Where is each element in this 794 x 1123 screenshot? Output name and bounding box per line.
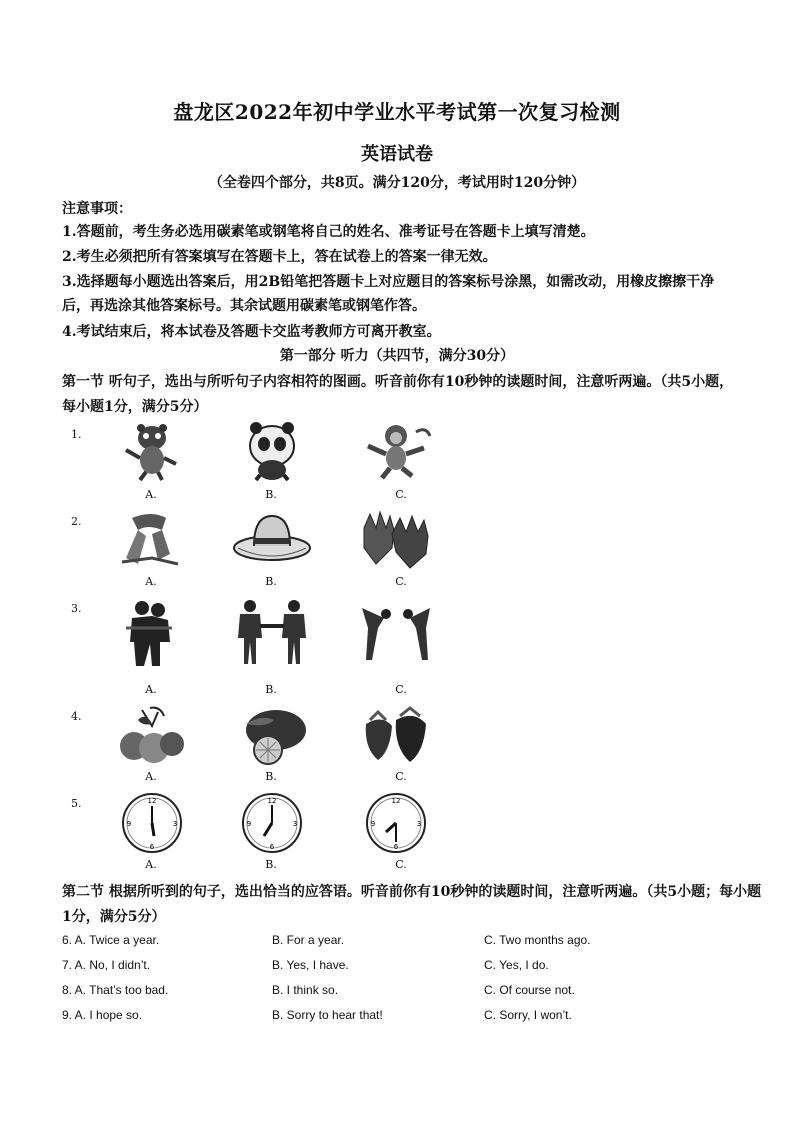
answer-option-c: C. Sorry, I won’t.	[484, 1008, 572, 1022]
option-label: A.	[145, 683, 157, 696]
option-label: B.	[265, 488, 277, 501]
handshake-icon	[232, 598, 312, 668]
option-label: B.	[265, 575, 277, 588]
tiger-mascot-icon	[112, 420, 192, 482]
note-item-2: 2.考生必须把所有答案填写在答题卡上，答在试卷上的答案一律无效。	[62, 249, 497, 265]
gloves-icon	[356, 508, 436, 570]
bow-icon	[356, 598, 436, 668]
answer-option-a: 9. A. I hope so.	[62, 1008, 143, 1022]
answer-option-b: B. I think so.	[272, 983, 339, 997]
notes-heading: 注意事项：	[62, 201, 132, 217]
option-label: C.	[395, 683, 407, 696]
section2-instruction: 第二节 根据所听到的句子，选出恰当的应答语。听音前你有10秒钟的读题时间，注意听两遍。（共5小题；每小题1分，满分5分）	[62, 884, 762, 925]
note-item-1: 1.答题前，考生务必选用碳素笔或钢笔将自己的姓名、准考证号在答题卡上填写清楚。	[62, 224, 595, 240]
part1-title: 第一部分 听力（共四节，满分30分）	[279, 348, 515, 364]
question-number: 4.	[71, 710, 82, 723]
answer-option-c: C. Two months ago.	[484, 933, 591, 947]
svg-text:12: 12	[147, 797, 157, 805]
option-label: A.	[145, 770, 157, 783]
section1-instruction: 第一节 听句子，选出与所听句子内容相符的图画。听音前你有10秒钟的读题时间，注意听两遍。（共5小题，每小题1分，满分5分）	[62, 374, 734, 415]
answer-option-b: B. Sorry to hear that!	[272, 1008, 383, 1022]
answer-option-b: B. For a year.	[272, 933, 345, 947]
option-label: C.	[395, 575, 407, 588]
answer-option-c: C. Of course not.	[484, 983, 575, 997]
answer-option-b: B. Yes, I have.	[272, 958, 349, 972]
svg-text:3: 3	[172, 820, 178, 828]
svg-text:6: 6	[269, 843, 275, 851]
orange-icon	[232, 704, 312, 766]
strawberries-icon	[356, 704, 436, 766]
option-label: A.	[145, 575, 157, 588]
option-label: C.	[395, 770, 407, 783]
page-subtitle: 英语试卷	[361, 144, 433, 165]
question-number: 1.	[71, 428, 82, 441]
monkey-mascot-icon	[356, 420, 436, 482]
svg-text:6: 6	[149, 843, 155, 851]
svg-text:6: 6	[393, 843, 399, 851]
note-item-4: 4.考试结束后，将本试卷及答题卡交监考教师方可离开教室。	[62, 324, 441, 340]
answer-option-c: C. Yes, I do.	[484, 958, 549, 972]
option-label: A.	[145, 858, 157, 871]
answer-option-a: 8. A. That’s too bad.	[62, 983, 169, 997]
page-title: 盘龙区2022年初中学业水平考试第一次复习检测	[173, 100, 621, 124]
question-number: 2.	[71, 515, 82, 528]
answer-option-a: 7. A. No, I didn’t.	[62, 958, 151, 972]
hug-icon	[112, 598, 192, 668]
svg-text:9: 9	[370, 820, 376, 828]
option-label: A.	[145, 488, 157, 501]
clock-icon	[356, 792, 436, 854]
svg-text:12: 12	[391, 797, 401, 805]
svg-text:3: 3	[292, 820, 298, 828]
answer-option-a: 6. A. Twice a year.	[62, 933, 160, 947]
svg-text:12: 12	[267, 797, 277, 805]
hat-icon	[232, 508, 312, 570]
exam-info: （全卷四个部分，共8页。满分120分，考试用时120分钟）	[208, 175, 586, 191]
svg-text:3: 3	[416, 820, 422, 828]
svg-text:9: 9	[126, 820, 132, 828]
panda-mascot-icon	[232, 420, 312, 482]
clock-icon	[112, 792, 192, 854]
option-label: B.	[265, 683, 277, 696]
question-number: 5.	[71, 797, 82, 810]
note-item-3: 3.选择题每小题选出答案后，用2B铅笔把答题卡上对应题目的答案标号涂黑，如需改动，用橡皮擦擦干净后，再选涂其他答案标号。其余试题用碳素笔或钢笔作答。	[62, 274, 715, 314]
pears-icon	[112, 704, 192, 766]
clock-icon	[232, 792, 312, 854]
option-label: C.	[395, 858, 407, 871]
option-label: C.	[395, 488, 407, 501]
question-number: 3.	[71, 602, 82, 615]
option-label: B.	[265, 770, 277, 783]
option-label: B.	[265, 858, 277, 871]
scarf-icon	[112, 508, 192, 570]
svg-text:9: 9	[246, 820, 252, 828]
